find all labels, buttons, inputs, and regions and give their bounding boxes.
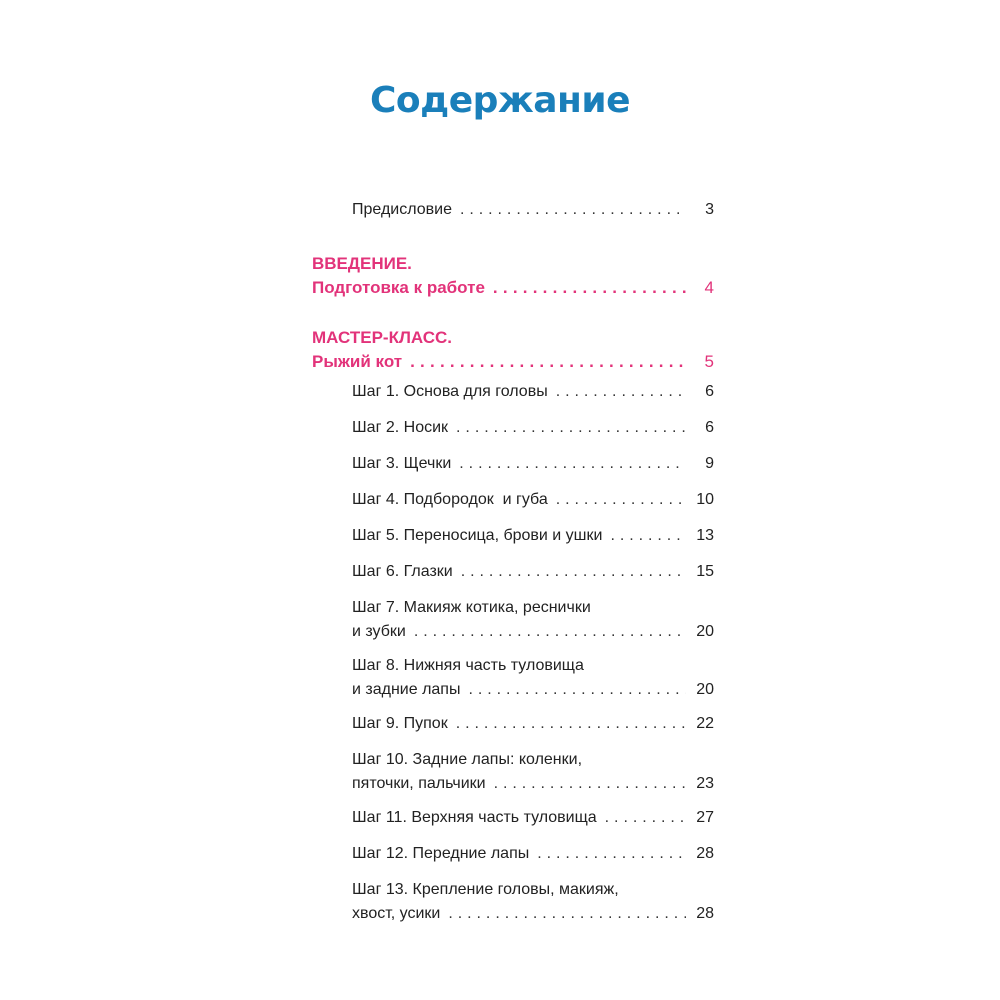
toc-entry-label-cont: и зубки xyxy=(352,623,406,640)
toc-page-number: 28 xyxy=(696,845,714,862)
toc-entry-label-cont: пяточки, пальчики xyxy=(352,775,486,792)
dot-leader xyxy=(556,380,686,404)
toc-entry-step-11[interactable] xyxy=(312,806,714,830)
toc-page-number: 28 xyxy=(696,905,714,922)
dot-leader xyxy=(461,560,686,584)
toc-section-label: Рыжий кот xyxy=(312,352,403,371)
dot-leader xyxy=(468,678,686,702)
dot-leader xyxy=(493,276,686,300)
dot-leader xyxy=(460,198,686,222)
toc-entry-step-13[interactable] xyxy=(312,878,714,926)
dot-leader xyxy=(410,350,686,374)
toc-entry-step-6[interactable] xyxy=(312,560,714,584)
toc-page-number: 4 xyxy=(704,278,714,297)
toc-entry-label: Шаг 1. Основа для головы xyxy=(352,383,548,400)
toc-page-number: 9 xyxy=(705,455,714,472)
toc-entry-step-1[interactable] xyxy=(312,380,714,404)
toc-entry-step-12[interactable] xyxy=(312,842,714,866)
toc-section-heading: МАСТЕР-КЛАСС. xyxy=(312,328,453,347)
dot-leader xyxy=(537,842,686,866)
dot-leader xyxy=(556,488,686,512)
toc-entry-label: Шаг 13. Крепление головы, макияж, xyxy=(352,881,619,898)
toc-entry-label: Шаг 3. Щечки xyxy=(352,455,452,472)
toc-entry-label-cont: хвост, усики xyxy=(352,905,441,922)
toc-entry-label: Шаг 12. Передние лапы xyxy=(352,845,530,862)
toc-page-number: 22 xyxy=(696,715,714,732)
toc-page-number: 3 xyxy=(705,201,714,218)
toc-entry-step-10[interactable] xyxy=(312,748,714,796)
dot-leader xyxy=(414,620,686,644)
toc-entry-label: Предисловие xyxy=(352,201,452,218)
toc-entry-step-7[interactable] xyxy=(312,596,714,644)
toc-page-number: 6 xyxy=(705,383,714,400)
toc-entry-step-5[interactable] xyxy=(312,524,714,548)
toc-page-number: 27 xyxy=(696,809,714,826)
toc-entry-step-3[interactable] xyxy=(312,452,714,476)
dot-leader xyxy=(456,416,686,440)
toc-entry-label: Шаг 11. Верхняя часть туловища xyxy=(352,809,597,826)
dot-leader xyxy=(459,452,686,476)
toc-entry-step-4[interactable] xyxy=(312,488,714,512)
toc-section-heading: ВВЕДЕНИЕ. xyxy=(312,254,412,273)
toc-entry-label: Шаг 7. Макияж котика, реснички xyxy=(352,599,591,616)
toc-entry-label: Шаг 8. Нижняя часть туловища xyxy=(352,657,584,674)
toc-entry-label: Шаг 10. Задние лапы: коленки, xyxy=(352,751,583,768)
toc-page-number: 5 xyxy=(704,352,714,371)
page-title: Содержание xyxy=(369,80,631,121)
toc-entry-label: Шаг 2. Носик xyxy=(352,419,449,436)
toc-entry-step-9[interactable] xyxy=(312,712,714,736)
toc-section-masterclass[interactable] xyxy=(312,326,714,374)
toc-page-number: 6 xyxy=(705,419,714,436)
toc-page-number: 13 xyxy=(696,527,714,544)
toc-entry-step-8[interactable] xyxy=(312,654,714,702)
toc-section-label: Подготовка к работе xyxy=(312,278,485,297)
toc-entry-step-2[interactable] xyxy=(312,416,714,440)
toc-entry-label-cont: и задние лапы xyxy=(352,681,461,698)
toc-page-number: 10 xyxy=(696,491,714,508)
toc-page-number: 20 xyxy=(696,623,714,640)
dot-leader xyxy=(494,772,686,796)
toc-page-number: 20 xyxy=(696,681,714,698)
toc-entry-preface[interactable] xyxy=(312,198,714,222)
dot-leader xyxy=(610,524,686,548)
toc-entry-label: Шаг 6. Глазки xyxy=(352,563,453,580)
dot-leader xyxy=(456,712,686,736)
toc-entry-label: Шаг 4. Подбородок и губа xyxy=(352,491,548,508)
toc-page-number: 15 xyxy=(696,563,714,580)
toc-entry-label: Шаг 5. Переносица, брови и ушки xyxy=(352,527,603,544)
toc-entry-label: Шаг 9. Пупок xyxy=(352,715,448,732)
dot-leader xyxy=(605,806,686,830)
dot-leader xyxy=(448,902,686,926)
toc-page-number: 23 xyxy=(696,775,714,792)
toc-section-intro[interactable] xyxy=(312,252,714,300)
